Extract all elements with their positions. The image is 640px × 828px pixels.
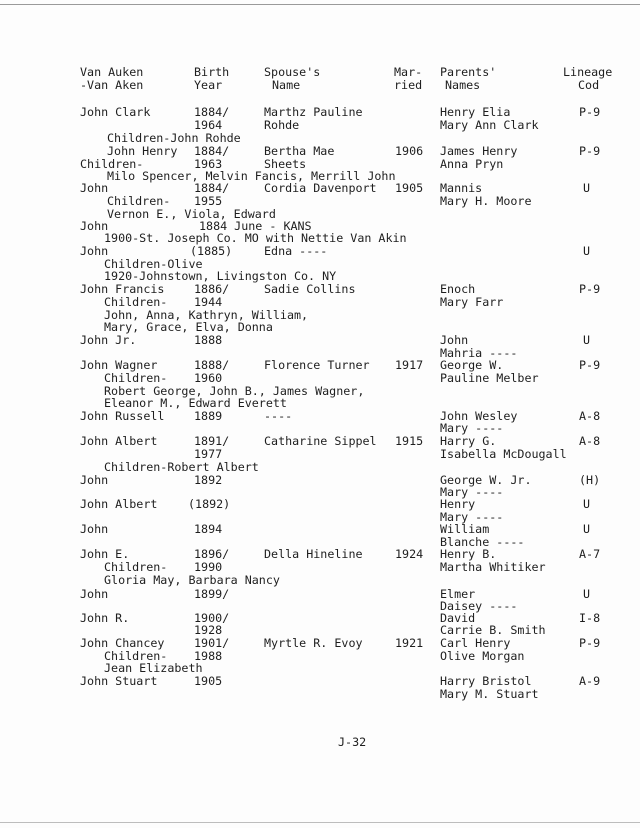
entry-birth: 1988 [194,649,223,663]
entry-lineage: P-9 [579,282,601,296]
entry-spouse: Sadie Collins [264,282,356,296]
entry-parents: Mahria ---- [440,346,518,360]
entry-lineage: U [583,522,591,536]
entry-birth: 1964 [194,118,223,132]
entry-lineage: U [583,181,591,195]
entry-name: Milo Spencer, Melvin Fancis, Merrill John [107,169,396,183]
entry-lineage: P-9 [579,636,601,650]
entry-birth: 1960 [194,371,223,385]
entry-birth: 1944 [194,295,223,309]
entry-name: 1920-Johnstown, Livingston Co. NY [104,269,337,283]
entry-birth: 1892 [194,473,223,487]
entry-name: Children- [104,560,168,574]
entry-birth: 1891/ [194,434,230,448]
entry-lineage: U [583,333,591,347]
page-number: J-32 [338,735,367,749]
entry-birth: 1884 June - KANS [199,219,312,233]
entry-birth: 1963 [194,157,223,171]
entry-name: John Henry [107,144,178,158]
entry-name: Children- [80,157,144,171]
entry-name: Jean Elizabeth [104,661,203,675]
entry-parents: William [440,522,490,536]
entry-married: 1915 [395,434,424,448]
entry-parents: Harry G. [440,434,497,448]
entry-spouse: Cordia Davenport [264,181,377,195]
entry-name: John [80,244,109,258]
entry-name: Vernon E., Viola, Edward [107,207,276,221]
entry-parents: George W. Jr. [440,473,532,487]
entry-parents: Anna Pryn [440,157,504,171]
entry-married: 1921 [395,636,424,650]
entry-birth: 1888/ [194,358,230,372]
entry-spouse: Catharine Sippel [264,434,377,448]
entry-parents: Elmer [440,587,476,601]
entry-name: Children-Olive [104,257,203,271]
entry-lineage: I-8 [579,611,601,625]
entry-name: John, Anna, Kathryn, William, [104,308,309,322]
entry-name: Children- [107,194,171,208]
entry-spouse: Sheets [264,157,307,171]
entry-parents: Henry [440,497,476,511]
header-married-line2: ried [394,78,423,92]
entry-birth: 1899/ [194,587,230,601]
entry-parents: Pauline Melber [440,371,539,385]
entry-parents: Mary Ann Clark [440,118,539,132]
entry-parents: Henry B. [440,547,497,561]
entry-parents: Carrie B. Smith [440,623,546,637]
entry-name: John [80,587,109,601]
header-name-line1: Van Auken [80,65,144,79]
entry-birth: 1886/ [194,282,230,296]
entry-lineage: (H) [579,473,601,487]
entry-birth: 1884/ [194,144,230,158]
entry-name: John [80,219,109,233]
entry-name: Mary, Grace, Elva, Donna [104,320,273,334]
header-lineage-line2: Cod [578,78,600,92]
entry-birth: 1901/ [194,636,230,650]
entry-parents: Carl Henry [440,636,511,650]
entry-parents: John [440,333,469,347]
entry-name: Children- [104,649,168,663]
entry-birth: 1884/ [194,181,230,195]
entry-lineage: A-7 [579,547,601,561]
header-parents-line1: Parents' [440,65,497,79]
entry-name: John [80,522,109,536]
entry-spouse: Myrtle R. Evoy [264,636,363,650]
entry-name: Children- [104,371,168,385]
header-birth-line1: Birth [194,65,230,79]
entry-married: 1924 [395,547,424,561]
entry-parents: Mary Farr [440,295,504,309]
entry-parents: David [440,611,476,625]
header-parents-line2: Names [445,78,481,92]
header-birth-line2: Year [194,78,223,92]
bottom-rule [0,822,640,823]
entry-spouse: Florence Turner [264,358,370,372]
entry-name: John E. [80,547,130,561]
entry-parents: Harry Bristol [440,674,532,688]
entry-parents: Blanche ---- [440,535,525,549]
entry-lineage: U [583,587,591,601]
header-spouse-line2: Name [272,78,301,92]
entry-married: 1906 [395,144,424,158]
entry-birth: 1888 [194,333,223,347]
entry-spouse: Rohde [264,118,300,132]
entry-lineage: P-9 [579,105,601,119]
entry-parents: Mary H. Moore [440,194,532,208]
entry-parents: Olive Morgan [440,649,525,663]
entry-parents: Mary M. Stuart [440,687,539,701]
entry-name: John [80,473,109,487]
entry-parents: Mary ---- [440,421,504,435]
entry-parents: Mary ---- [440,510,504,524]
entry-spouse: Edna ---- [264,244,328,258]
entry-lineage: P-9 [579,358,601,372]
entry-parents: Isabella McDougall [440,447,567,461]
entry-birth: (1885) [190,244,233,258]
entry-parents: Daisey ---- [440,599,518,613]
entry-birth: 1896/ [194,547,230,561]
entry-name: John Chancey [80,636,165,650]
entry-name: Children-John Rohde [107,131,241,145]
entry-parents: James Henry [440,144,518,158]
entry-birth: 1900/ [194,611,230,625]
entry-lineage: P-9 [579,144,601,158]
entry-name: John [80,181,109,195]
entry-name: Children-Robert Albert [104,460,259,474]
entry-birth: 1977 [194,447,223,461]
entry-name: John Albert [80,434,158,448]
entry-parents: John Wesley [440,409,518,423]
header-lineage-line1: Lineage [563,65,613,79]
entry-married: 1905 [395,181,424,195]
entry-lineage: U [583,244,591,258]
top-rule [0,4,640,5]
entry-spouse: Della Hineline [264,547,363,561]
entry-name: John R. [80,611,130,625]
entry-birth: 1889 [194,409,223,423]
entry-name: Gloria May, Barbara Nancy [104,573,280,587]
entry-name: John Albert [80,497,158,511]
entry-birth: 1894 [194,522,223,536]
entry-lineage: A-8 [579,409,601,423]
entry-parents: Mannis [440,181,483,195]
entry-parents: Mary ---- [440,485,504,499]
entry-name: 1900-St. Joseph Co. MO with Nettie Van Akin [104,231,407,245]
entry-married: 1917 [395,358,424,372]
entry-name: Children- [104,295,168,309]
entry-name: John Russell [80,409,165,423]
entry-parents: George W. [440,358,504,372]
entry-name: John Jr. [80,333,137,347]
header-married-line1: Mar- [394,65,423,79]
entry-name: John Stuart [80,674,158,688]
entry-parents: Martha Whitiker [440,560,546,574]
header-spouse-line1: Spouse's [264,65,321,79]
entry-birth: (1892) [188,497,231,511]
entry-parents: Henry Elia [440,105,511,119]
header-name-line2: -Van Aken [80,78,144,92]
entry-name: Robert George, John B., James Wagner, [104,384,365,398]
entry-name: John Francis [80,282,165,296]
entry-birth: 1905 [194,674,223,688]
entry-spouse: ---- [264,409,293,423]
entry-birth: 1884/ [194,105,230,119]
entry-name: John Wagner [80,358,158,372]
entry-lineage: A-8 [579,434,601,448]
entry-lineage: U [583,497,591,511]
entry-birth: 1990 [194,560,223,574]
entry-spouse: Marthz Pauline [264,105,363,119]
entry-birth: 1955 [194,194,223,208]
entry-name: Eleanor M., Edward Everett [104,396,287,410]
entry-lineage: A-9 [579,674,601,688]
entry-name: John Clark [80,105,151,119]
entry-parents: Enoch [440,282,476,296]
entry-birth: 1928 [194,623,223,637]
entry-spouse: Bertha Mae [264,144,335,158]
